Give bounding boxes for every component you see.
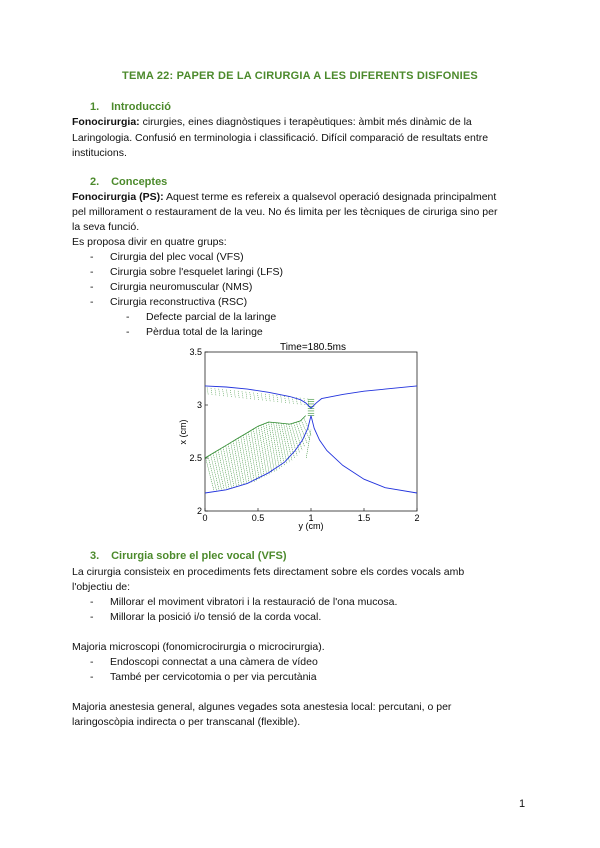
group-item: - Cirurgia del plec vocal (VFS) (90, 251, 244, 263)
chart-title: Time=180.5ms (279, 342, 347, 353)
section-3-line-2: l'objectiu de: (72, 581, 131, 593)
section-2-line-2: pel millorament o restaurament de la veu. No és limita per les tècniques de ciruriga sino per (72, 206, 498, 218)
x-tick-label: 2 (414, 513, 420, 523)
y-tick-label: 2.5 (189, 453, 202, 463)
y-tick-label: 3.5 (189, 347, 202, 357)
group-item: - Cirurgia sobre l'esquelet laringi (LFS) (90, 266, 283, 278)
section-1-title: Introducció (111, 101, 171, 113)
anesthesia-line-1: Majoria anestesia general, algunes vegades sota anestesia local: percutani, o per (72, 701, 452, 713)
objective-item: - Millorar la posició i/o tensió de la corda vocal. (90, 611, 322, 623)
section-2-number: 2. (90, 176, 100, 188)
microscope-item-label: També per cervicotomia o per via percutània (110, 671, 317, 683)
page-number: 1 (519, 798, 526, 810)
section-3-number: 3. (90, 550, 100, 562)
section-2-line-1 (72, 190, 496, 205)
objective-item-label: Millorar la posició i/o tensió de la corda vocal. (110, 611, 322, 623)
section-1-number: 1. (90, 101, 100, 113)
group-item: - Cirurgia reconstructiva (RSC) (90, 296, 248, 308)
section-1-heading (90, 101, 171, 113)
objective-item-label: Millorar el moviment vibratori i la restauració de l'ona mucosa. (110, 596, 398, 608)
anesthesia-line-2: laringoscòpia indirecta o per transcanal (flexible). (72, 716, 301, 728)
x-tick-label: 0 (202, 513, 208, 523)
microscope-item: - També per cervicotomia o per via percutània (90, 671, 317, 683)
subgroup-item: - Pèrdua total de la laringe (126, 326, 263, 338)
microscope-intro: Majoria microscopi (fonomicrocirurgia o microcirurgia). (72, 641, 325, 653)
x-axis-label: y (cm) (298, 521, 324, 531)
group-item-label: Cirurgia neuromuscular (NMS) (110, 281, 253, 293)
x-tick-label: 0.5 (251, 513, 265, 523)
subgroup-item: - Defecte parcial de la laringe (126, 311, 277, 323)
section-1-line-2: Laringologia. Confusió en terminologia i classificació. Difícil comparació de resultats entre (72, 132, 489, 144)
section-2-term: Fonocirurgia (PS): (72, 191, 164, 203)
section-2-heading (90, 176, 167, 188)
section-3-line-1: La cirurgia consisteix en procediments fets directament sobre els cordes vocals amb (72, 566, 465, 578)
section-1-line-3: institucions. (72, 147, 127, 159)
group-item-label: Cirurgia sobre l'esquelet laringi (LFS) (110, 266, 283, 278)
microscope-item: - Endoscopi connectat a una càmera de vídeo (90, 656, 318, 668)
page-title: TEMA 22: PAPER DE LA CIRURGIA A LES DIFERENTS DISFONIES (122, 70, 478, 82)
plot-frame (205, 352, 417, 511)
section-3-title: Cirurgia sobre el plec vocal (VFS) (111, 550, 287, 562)
group-item-label: Cirurgia del plec vocal (VFS) (110, 251, 244, 263)
group-item-label: Cirurgia reconstructiva (RSC) (110, 296, 248, 308)
x-tick-label: 1.5 (357, 513, 371, 523)
section-2-title: Conceptes (111, 176, 168, 188)
objective-item: - Millorar el moviment vibratori i la restauració de l'ona mucosa. (90, 596, 398, 608)
y-tick-label: 2 (196, 506, 202, 516)
x-tick-label: 1 (308, 513, 314, 523)
section-1-text-1: cirurgies, eines diagnòstiques i terapèutiques: àmbit més dinàmic de la (142, 116, 472, 128)
section-1-term: Fonocirurgia: (72, 116, 140, 128)
section-1-line-1 (72, 115, 526, 130)
y-axis-label: x (cm) (178, 419, 188, 445)
subgroup-item-label: Defecte parcial de la laringe (146, 311, 277, 323)
section-2-intro: Es proposa divir en quatre grups: (72, 236, 227, 248)
section-3-heading (90, 550, 287, 562)
group-item: - Cirurgia neuromuscular (NMS) (90, 281, 253, 293)
y-tick-label: 3 (196, 400, 202, 410)
microscope-item-label: Endoscopi connectat a una càmera de vídeo (110, 656, 318, 668)
subgroup-item-label: Pèrdua total de la laringe (146, 326, 263, 338)
section-2-line-3: la seva funció. (72, 221, 140, 233)
section-2-text-1: Aquest terme es refereix a qualsevol operació designada principalment (165, 191, 497, 203)
flow-simulation-chart (175, 340, 425, 532)
